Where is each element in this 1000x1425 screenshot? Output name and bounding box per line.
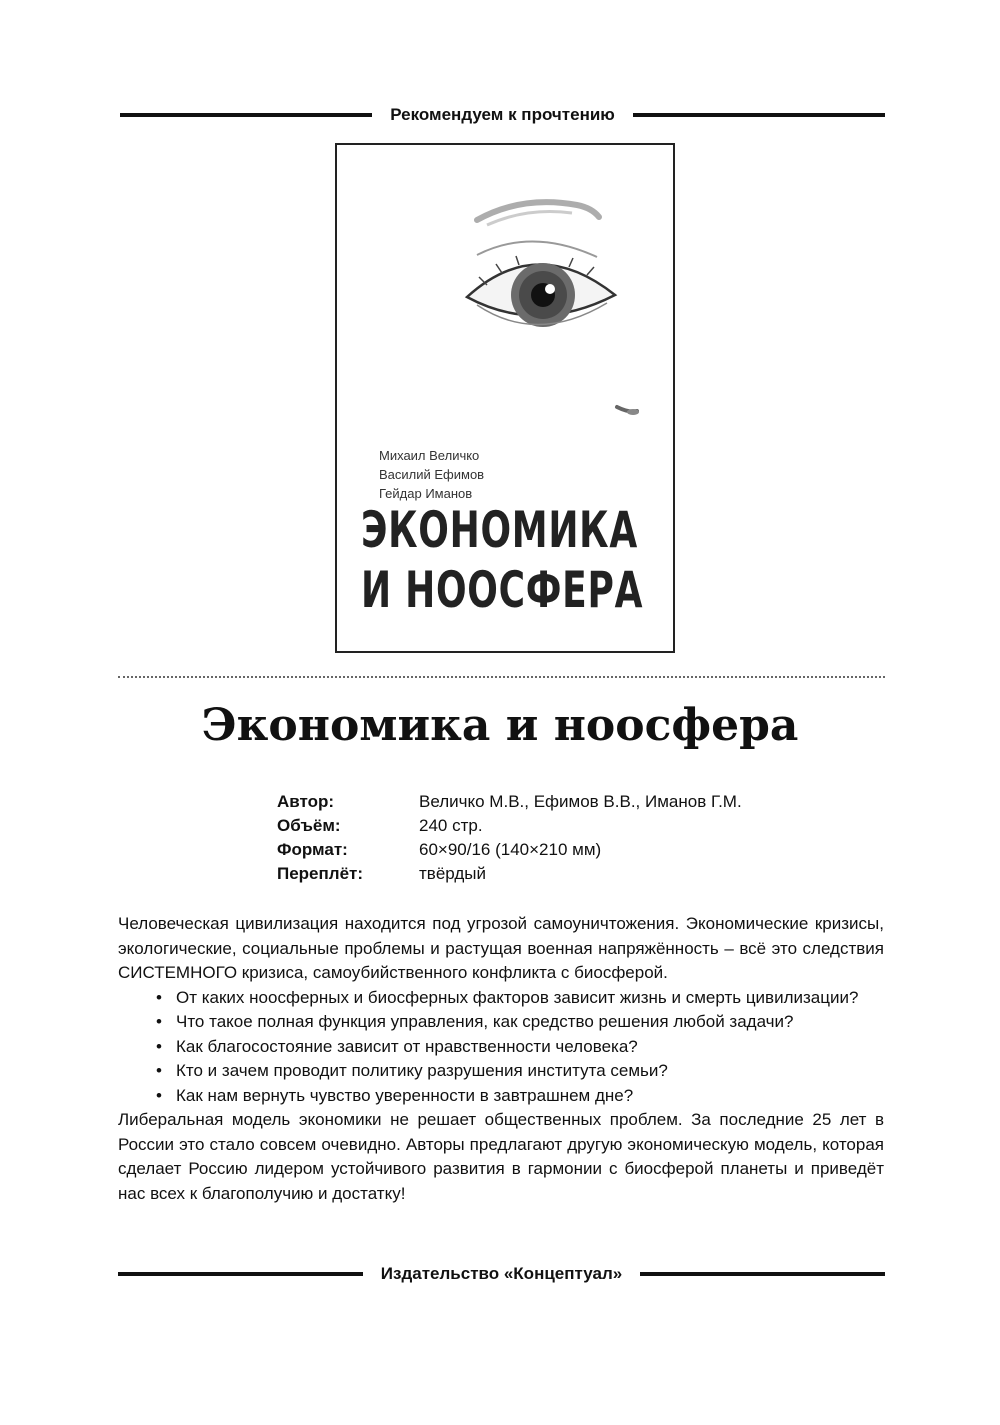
question-list bbox=[118, 986, 884, 1109]
info-row-format bbox=[277, 838, 742, 862]
question-item: • Что такое полная функция управления, как средство решения любой задачи? bbox=[118, 1010, 884, 1035]
description-intro: Человеческая цивилизация находится под угрозой самоуничтожения. Экономические кризисы, экологические, социальные проблемы и растущая военная напряжённость – всё это следствия СИСТЕМНОГО кризиса, самоубийственного конфликта с биосферой. bbox=[118, 914, 884, 982]
info-value: 60×90/16 (140×210 мм) bbox=[419, 840, 602, 859]
question-item: • От каких ноосферных и биосферных факторов зависит жизнь и смерть цивилизации? bbox=[118, 986, 884, 1011]
book-info bbox=[277, 790, 742, 886]
book-cover bbox=[335, 143, 675, 653]
cover-author: Гейдар Иманов bbox=[379, 486, 473, 501]
info-row-volume bbox=[277, 814, 742, 838]
footer-row bbox=[118, 1260, 885, 1288]
info-row-author bbox=[277, 790, 742, 814]
header-label: Рекомендуем к прочтению bbox=[390, 105, 615, 124]
cover-authors bbox=[379, 446, 484, 503]
info-label: Переплёт: bbox=[277, 864, 364, 883]
book-description bbox=[118, 912, 884, 1206]
footer-rule-right bbox=[640, 1272, 885, 1276]
header-row bbox=[120, 101, 885, 129]
description-outro: Либеральная модель экономики не решает общественных проблем. За последние 25 лет в России это стало совсем очевидно. Авторы предлагают другую экономическую модель, которая сделает Россию лидером устойчивого развития в гармонии с биосферой планеты и приведёт нас всех к благополучию и достатку! bbox=[118, 1110, 884, 1203]
publisher-label: Издательство «Концептуал» bbox=[380, 1264, 623, 1283]
info-value: 240 стр. bbox=[419, 816, 483, 835]
question-item: • Как благосостояние зависит от нравственности человека? bbox=[118, 1035, 884, 1060]
cover-author: Василий Ефимов bbox=[379, 467, 485, 482]
info-row-binding bbox=[277, 862, 742, 886]
question-item: • Кто и зачем проводит политику разрушения института семьи? bbox=[118, 1059, 884, 1084]
header-rule-right bbox=[633, 113, 885, 117]
question-item: • Как нам вернуть чувство уверенности в завтрашнем дне? bbox=[118, 1084, 884, 1109]
info-label: Автор: bbox=[277, 792, 335, 811]
cover-title-line2: И НООСФЕРА bbox=[361, 561, 644, 619]
info-label: Формат: bbox=[277, 840, 348, 859]
cover-author: Михаил Величко bbox=[379, 448, 480, 463]
footer-rule-left bbox=[118, 1272, 363, 1276]
cover-title-line1: ЭКОНОМИКА bbox=[361, 501, 638, 559]
info-value: твёрдый bbox=[419, 864, 486, 883]
book-title: Экономика и ноосфера bbox=[201, 700, 799, 751]
cover-title bbox=[361, 500, 661, 620]
info-value: Величко М.В., Ефимов В.В., Иманов Г.М. bbox=[419, 792, 742, 811]
dotted-separator bbox=[118, 676, 885, 678]
header-rule-left bbox=[120, 113, 372, 117]
info-label: Объём: bbox=[277, 816, 341, 835]
